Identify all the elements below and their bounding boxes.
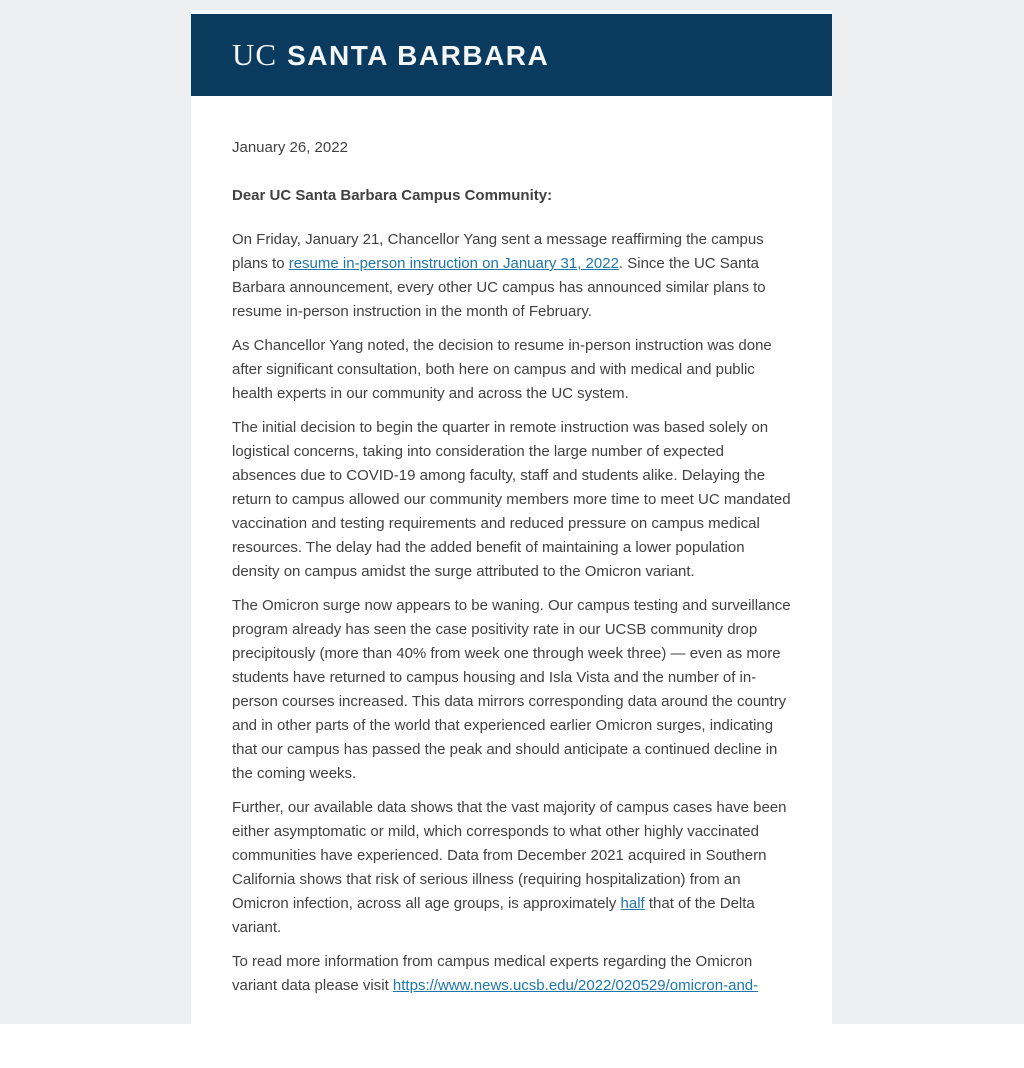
paragraph-text: that of the Delta variant.	[232, 895, 755, 936]
logo-campus-text: SANTA BARBARA	[287, 40, 550, 71]
letter-paragraph	[232, 796, 791, 940]
paragraph-text: To read more information from campus medical experts regarding the Omicron variant data please visit	[232, 953, 753, 994]
paragraph-text: Further, our available data shows that the vast majority of campus cases have been either asymptomatic or mild, which corresponds to what other highly vaccinated communities have experienced. Data from December 2021 acquired in Southern California shows that risk of serious illness (requiring hospitalization) from an Omicron infection, across all age groups, is approximately	[232, 799, 787, 912]
paragraph-text: On Friday, January 21, Chancellor Yang sent a message reaffirming the campus plans to	[232, 231, 764, 272]
letter-paragraph	[232, 416, 791, 584]
letter-paragraph	[232, 228, 791, 324]
letter-paragraph	[232, 334, 791, 406]
paragraph-text: The Omicron surge now appears to be waning. Our campus testing and surveillance program already has seen the case positivity rate in our UCSB community drop precipitously (more than 40% from week one through week three) — even as more students have returned to campus housing and Isla Vista and the number of in-person courses increased. This data mirrors corresponding data around the country and in other parts of the world that experienced earlier Omicron surges, indicating that our campus has passed the peak and should anticipate a continued decline in the coming weeks.	[232, 597, 791, 782]
ucsb-masthead	[191, 14, 832, 96]
ucsb-logo	[232, 37, 549, 73]
letter-paragraphs	[232, 228, 791, 998]
paragraph-text: . Since the UC Santa Barbara announcement, every other UC campus has announced similar plans to resume in-person instruction in the month of February.	[232, 255, 766, 320]
letter-body	[191, 96, 832, 1068]
email-card	[191, 10, 832, 1068]
omicron-article-link[interactable]: https://www.news.ucsb.edu/2022/020529/omicron-and-	[392, 977, 759, 994]
letter-salutation: Dear UC Santa Barbara Campus Community:	[232, 187, 553, 204]
resume-instruction-link[interactable]: resume in-person instruction on January 31, 2022	[288, 255, 619, 272]
letter-date: January 26, 2022	[232, 139, 348, 156]
paragraph-text: The initial decision to begin the quarter in remote instruction was based solely on logistical concerns, taking into consideration the large number of expected absences due to COVID-19 among faculty, staff and students alike. Delaying the return to campus allowed our community members more time to meet UC mandated vaccination and testing requirements and reduced pressure on campus medical resources. The delay had the added benefit of maintaining a lower population density on campus amidst the surge attributed to the Omicron variant.	[232, 419, 791, 580]
letter-paragraph	[232, 594, 791, 786]
half-risk-link[interactable]: half	[620, 895, 645, 912]
letter-paragraph	[232, 950, 791, 998]
logo-uc-text: UC	[232, 37, 278, 72]
paragraph-text: As Chancellor Yang noted, the decision to resume in-person instruction was done after significant consultation, both here on campus and with medical and public health experts in our community and across the UC system.	[232, 337, 772, 402]
